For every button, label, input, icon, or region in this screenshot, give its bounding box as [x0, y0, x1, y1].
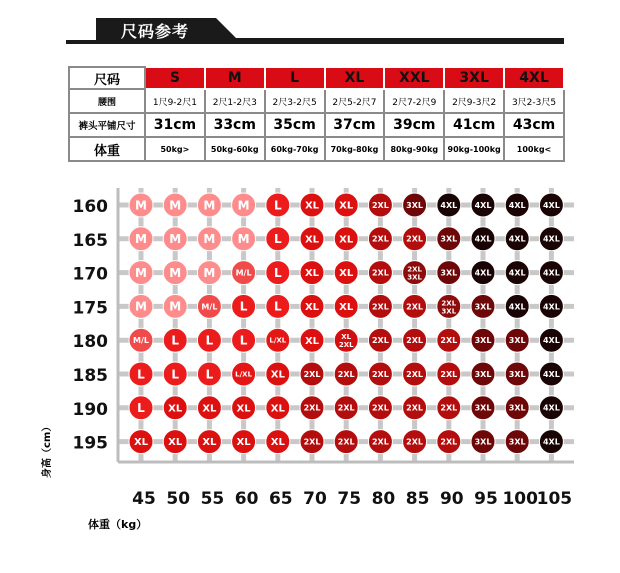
size-marker-label: L	[205, 333, 214, 348]
y-tick-label: 185	[72, 366, 108, 386]
y-tick-label: 195	[72, 433, 108, 454]
size-marker-label: XL	[304, 268, 320, 280]
size-marker-label: XL	[339, 200, 354, 212]
size-marker-label: M/L	[133, 336, 149, 346]
size-marker-label: 4XL	[508, 268, 526, 278]
size-marker-label: 4XL	[440, 200, 458, 210]
y-tick-label: 180	[72, 332, 108, 353]
size-marker-label: 4XL	[508, 302, 526, 312]
x-tick-label: 95	[474, 489, 498, 509]
size-marker-label: 2XL	[440, 403, 458, 413]
size-marker-label: 3XL	[474, 336, 492, 346]
size-marker-label: 4XL	[474, 234, 492, 244]
x-tick-label: 45	[132, 489, 156, 509]
size-marker-label: XL	[236, 403, 251, 415]
size-marker-label: 2XL	[440, 437, 458, 447]
x-tick-label: 50	[166, 489, 191, 509]
size-marker-label: 3XL	[474, 437, 492, 447]
size-marker-label: 2XL	[371, 200, 389, 210]
size-marker-label: 2XL	[406, 369, 424, 379]
size-marker-label: M	[169, 265, 182, 280]
size-marker-label: M	[169, 232, 182, 247]
table-cell: 50kg-60kg	[205, 137, 265, 161]
size-marker-label: XL	[270, 437, 285, 449]
y-tick-label: 170	[72, 264, 108, 285]
size-marker-label: 3XL	[474, 302, 492, 312]
y-axis-label: 身高（cm）	[42, 421, 53, 478]
table-cell: 35cm	[265, 113, 325, 137]
size-marker-label: XL	[236, 437, 251, 449]
table-cell: 33cm	[205, 113, 265, 137]
size-marker-label: L	[239, 299, 248, 314]
table-cell: 43cm	[504, 113, 564, 137]
size-marker-label: M	[135, 198, 147, 213]
y-tick-label: 190	[72, 399, 108, 420]
size-marker-label: 2XL	[440, 336, 458, 346]
size-marker-label: XL	[202, 437, 217, 449]
size-marker-label: 2XL	[406, 234, 424, 244]
x-tick-label: 75	[337, 489, 362, 509]
size-marker-label: 4XL	[508, 234, 526, 244]
size-header-cell: S	[145, 67, 205, 89]
size-marker-label: 3XL	[474, 403, 492, 413]
size-header-cell: XXL	[384, 67, 444, 89]
size-marker-label: L	[239, 333, 248, 348]
row-label: 裤头平铺尺寸	[69, 113, 145, 137]
size-marker-label: 2XL	[371, 437, 389, 447]
table-cell: 50kg>	[145, 137, 205, 161]
table-cell: 31cm	[145, 113, 205, 137]
size-marker-label: 2XL	[406, 437, 424, 447]
size-header-cell: L	[265, 67, 325, 89]
table-cell: 2尺1-2尺3	[205, 89, 265, 113]
size-marker-label: XL	[202, 403, 217, 415]
size-marker-label: XL	[339, 268, 354, 280]
size-marker-label: 2XL	[337, 369, 355, 379]
size-marker-label: 2XL	[371, 234, 389, 244]
size-marker-label: 3XL	[406, 200, 424, 210]
size-marker-label: L	[205, 367, 214, 382]
size-marker-label: 4XL	[542, 268, 560, 278]
size-marker-label: 3XL	[407, 273, 422, 282]
size-marker-label: 2XL	[406, 403, 424, 413]
size-marker-label: 3XL	[440, 268, 458, 278]
size-marker-label: XL	[168, 437, 183, 449]
y-tick-label: 175	[72, 298, 108, 319]
size-header-cell: 3XL	[444, 67, 504, 89]
table-cell: 100kg<	[504, 137, 564, 161]
size-header-cell: XL	[325, 67, 385, 89]
size-marker-label: 4XL	[474, 200, 492, 210]
size-marker-label: 4XL	[508, 200, 526, 210]
size-marker-label: 4XL	[474, 268, 492, 278]
size-marker-label: M	[135, 299, 147, 314]
size-marker-label: 3XL	[508, 369, 526, 379]
size-marker-label: 4XL	[542, 200, 560, 210]
size-marker-label: L	[273, 198, 282, 213]
table-cell: 41cm	[444, 113, 504, 137]
row-label: 体重	[69, 137, 145, 161]
table-cell: 60kg-70kg	[265, 137, 325, 161]
size-marker-label: L	[137, 367, 145, 382]
table-cell: 90kg-100kg	[444, 137, 504, 161]
size-marker-label: XL	[304, 234, 320, 246]
size-marker-label: 2XL	[337, 437, 355, 447]
table-cell: 80kg-90kg	[384, 137, 444, 161]
x-tick-label: 85	[405, 489, 430, 509]
size-marker-label: 3XL	[508, 336, 526, 346]
size-marker-label: XL	[133, 437, 149, 449]
x-tick-label: 100	[502, 489, 538, 509]
size-marker-label: XL	[339, 234, 354, 246]
size-marker-label: M	[135, 232, 147, 247]
size-marker-label: 2XL	[406, 336, 424, 346]
table-cell: 1尺9-2尺1	[145, 89, 205, 113]
size-marker-label: M/L	[201, 302, 218, 312]
size-marker-label: 2XL	[303, 437, 321, 447]
table-cell: 37cm	[325, 113, 385, 137]
table-cell: 2尺9-3尺2	[444, 89, 504, 113]
size-marker-label: 3XL	[474, 369, 492, 379]
x-axis-label: 体重（kg）	[88, 518, 148, 531]
row-label: 腰围	[69, 89, 145, 113]
size-marker-label: 2XL	[338, 341, 354, 350]
size-marker-label: 2XL	[406, 302, 424, 312]
table-cell: 3尺2-3尺5	[504, 89, 564, 113]
table-cell: 2尺7-2尺9	[384, 89, 444, 113]
size-marker-label: 2XL	[371, 268, 389, 278]
size-marker-label: 2XL	[440, 369, 458, 379]
x-tick-label: 90	[439, 489, 464, 509]
size-marker-label: XL	[270, 369, 285, 381]
x-tick-label: 105	[536, 489, 573, 509]
size-marker-label: 2XL	[407, 265, 422, 274]
size-marker-label: 4XL	[542, 437, 560, 447]
size-marker-label: XL	[270, 403, 285, 415]
size-marker-label: 3XL	[440, 234, 458, 244]
size-marker-label: 4XL	[542, 403, 560, 413]
size-marker-label: M	[203, 265, 216, 280]
size-marker-label: M	[203, 232, 216, 247]
size-marker-label: M	[169, 198, 182, 213]
size-header-cell: 4XL	[504, 67, 564, 89]
size-marker-label: L	[171, 333, 180, 348]
size-marker-label: 2XL	[371, 302, 389, 312]
size-marker-label: 3XL	[508, 437, 526, 447]
size-marker-label: 4XL	[542, 336, 560, 346]
size-marker-label: L	[273, 232, 282, 247]
size-marker-label: XL	[304, 200, 320, 212]
size-marker-label: L	[137, 401, 145, 416]
x-tick-label: 80	[371, 489, 396, 509]
size-header-cell: M	[205, 67, 265, 89]
size-marker-label: 2XL	[371, 336, 389, 346]
size-marker-label: 2XL	[337, 403, 355, 413]
row-label: 尺码	[69, 67, 145, 89]
size-marker-label: 4XL	[542, 369, 560, 379]
page-title: 尺码参考	[121, 22, 190, 41]
size-marker-label: L	[273, 299, 282, 314]
size-marker-label: 2XL	[371, 369, 389, 379]
y-tick-label: 160	[72, 197, 108, 217]
x-tick-label: 65	[268, 489, 293, 509]
size-marker-label: L/XL	[235, 370, 253, 379]
table-cell: 39cm	[384, 113, 444, 137]
size-marker-label: M	[237, 232, 250, 247]
size-marker-label: 2XL	[441, 299, 457, 308]
size-marker-label: XL	[341, 333, 352, 342]
x-tick-label: 55	[200, 489, 225, 509]
size-marker-label: 3XL	[441, 307, 457, 316]
table-cell: 2尺5-2尺7	[325, 89, 385, 113]
size-marker-label: 2XL	[303, 403, 321, 413]
size-marker-label: XL	[304, 335, 320, 347]
size-marker-label: 3XL	[508, 403, 526, 413]
x-tick-label: 70	[303, 489, 327, 509]
size-marker-label: L	[171, 367, 180, 382]
y-tick-label: 165	[72, 230, 108, 251]
size-marker-label: L/XL	[269, 336, 287, 345]
size-marker-label: M	[135, 265, 147, 280]
size-marker-label: M	[169, 299, 182, 314]
size-marker-label: XL	[304, 302, 320, 313]
size-marker-label: 2XL	[303, 369, 321, 379]
size-marker-label: M	[203, 198, 216, 213]
size-marker-label: 4XL	[542, 234, 560, 244]
size-marker-label: M/L	[235, 268, 252, 278]
size-marker-label: 2XL	[371, 403, 389, 413]
x-tick-label: 60	[234, 489, 259, 509]
size-marker-label: 4XL	[542, 302, 560, 312]
size-marker-label: XL	[339, 302, 354, 313]
table-cell: 70kg-80kg	[325, 137, 385, 161]
size-marker-label: XL	[168, 403, 183, 415]
table-cell: 2尺3-2尺5	[265, 89, 325, 113]
size-marker-label: M	[237, 198, 250, 213]
size-marker-label: L	[273, 265, 282, 280]
